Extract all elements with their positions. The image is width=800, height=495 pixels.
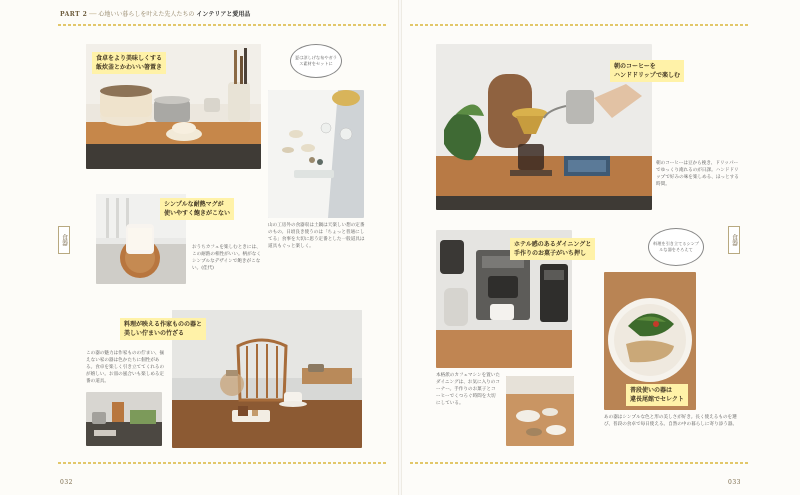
book-spine	[398, 0, 402, 495]
speech-bubble	[648, 228, 704, 266]
section-tab-text: 食器	[730, 234, 738, 246]
caption-line: 食卓をより美味しくする	[96, 55, 163, 62]
caption-line: 飯炊釜とかわいい箸置き	[96, 64, 163, 71]
bubble-text: 夏は涼しげな布やガラス素材をセットに	[295, 55, 337, 66]
body-text-tableware: あの器はシンプルな色と形の美しさが好き。長く使えるものを選び、普段の食卓で毎日使える。自然の中の暮らしに寄り添う器。	[604, 415, 738, 427]
footer-divider-right	[410, 462, 750, 464]
header-accent: インテリアと愛用品	[196, 11, 251, 18]
chopstick-rest-photo	[268, 90, 364, 218]
caption-line: 美しい佇まいの竹ざる	[124, 330, 185, 337]
section-tab-left	[58, 226, 70, 254]
header-part: PART 2	[60, 11, 88, 18]
caption-line: 朝のコーヒーを	[614, 63, 656, 70]
small-bowls-photo	[506, 376, 574, 446]
caption-line: 使いやすく飽きがこない	[164, 210, 231, 217]
header-divider-right	[410, 24, 750, 26]
running-header: PART 2 ── 心地いい暮らしを叶えた先人たちの インテリアと愛用品	[60, 11, 251, 18]
bubble-text: 料理を引き立てるシンプルな器をそろえて	[653, 241, 699, 252]
caption-line: ホテル感のあるダイニングと	[514, 241, 592, 248]
header-divider-left	[58, 24, 388, 26]
caption-line: 普段使いの器は	[630, 387, 673, 394]
caption-label-dishes	[120, 318, 206, 340]
body-text-dining: 本格派のカフェマシンを置いたダイニングは、お気に入りのコーナー。手作りのお菓子とコーヒーでくつろぐ時間を大切にしている。	[436, 373, 500, 406]
caption-label-rice-pot	[92, 52, 166, 74]
body-text-chopstick: 山の工房外の食器収は土鍋は天楽しい想の定番のもの。日頃良き使うのは「ちょっと普通にしてる」食事を大切に思う定番とした一般道具は道具もぐっと楽しく。	[268, 223, 365, 249]
body-text-mug: おうちカフェを楽しむときには、この耐熱の相性がいい。柄がなくシンプルなデザインで飽きがこない。(佳代)	[192, 245, 261, 271]
caption-line: シンプルな耐熱マグが	[164, 201, 224, 208]
page-number-right: 033	[728, 479, 741, 486]
caption-line: 料理が映える作家ものの器と	[124, 321, 203, 328]
section-tab-right	[728, 226, 740, 254]
speech-bubble	[290, 44, 342, 78]
caption-line: 手作りのお菓子がいち押し	[514, 250, 587, 257]
body-text-coffee: 朝のコーヒーは豆から挽き、ドリッパーでゆっくり淹れるのが日課。ハンドドリップで好みの味を楽しめる、ほっとする時間。	[656, 161, 739, 187]
header-subtitle: 心地いい暮らしを叶えた先人たちの	[98, 11, 195, 18]
kitchen-shelf-photo	[86, 392, 162, 446]
caption-label-dining	[510, 238, 595, 260]
caption-line: 違長尾館でセレクト	[630, 396, 684, 403]
page-number-left: 032	[60, 479, 73, 486]
section-tab-text: 食器	[60, 234, 68, 246]
body-text-dishes: この器の魅力は作家ものの佇まい、揃えない家の器は色かたちに個性がある。食卓を楽しく引き立ててくれるのが嬉しい。お皿の風合いも楽しめる定番の道具。	[86, 351, 165, 384]
caption-line: ハンドドリップで楽しむ	[614, 72, 680, 79]
caption-label-mug	[160, 198, 234, 220]
caption-label-coffee	[610, 60, 684, 82]
caption-label-tableware	[626, 384, 688, 406]
footer-divider-left	[58, 462, 388, 464]
